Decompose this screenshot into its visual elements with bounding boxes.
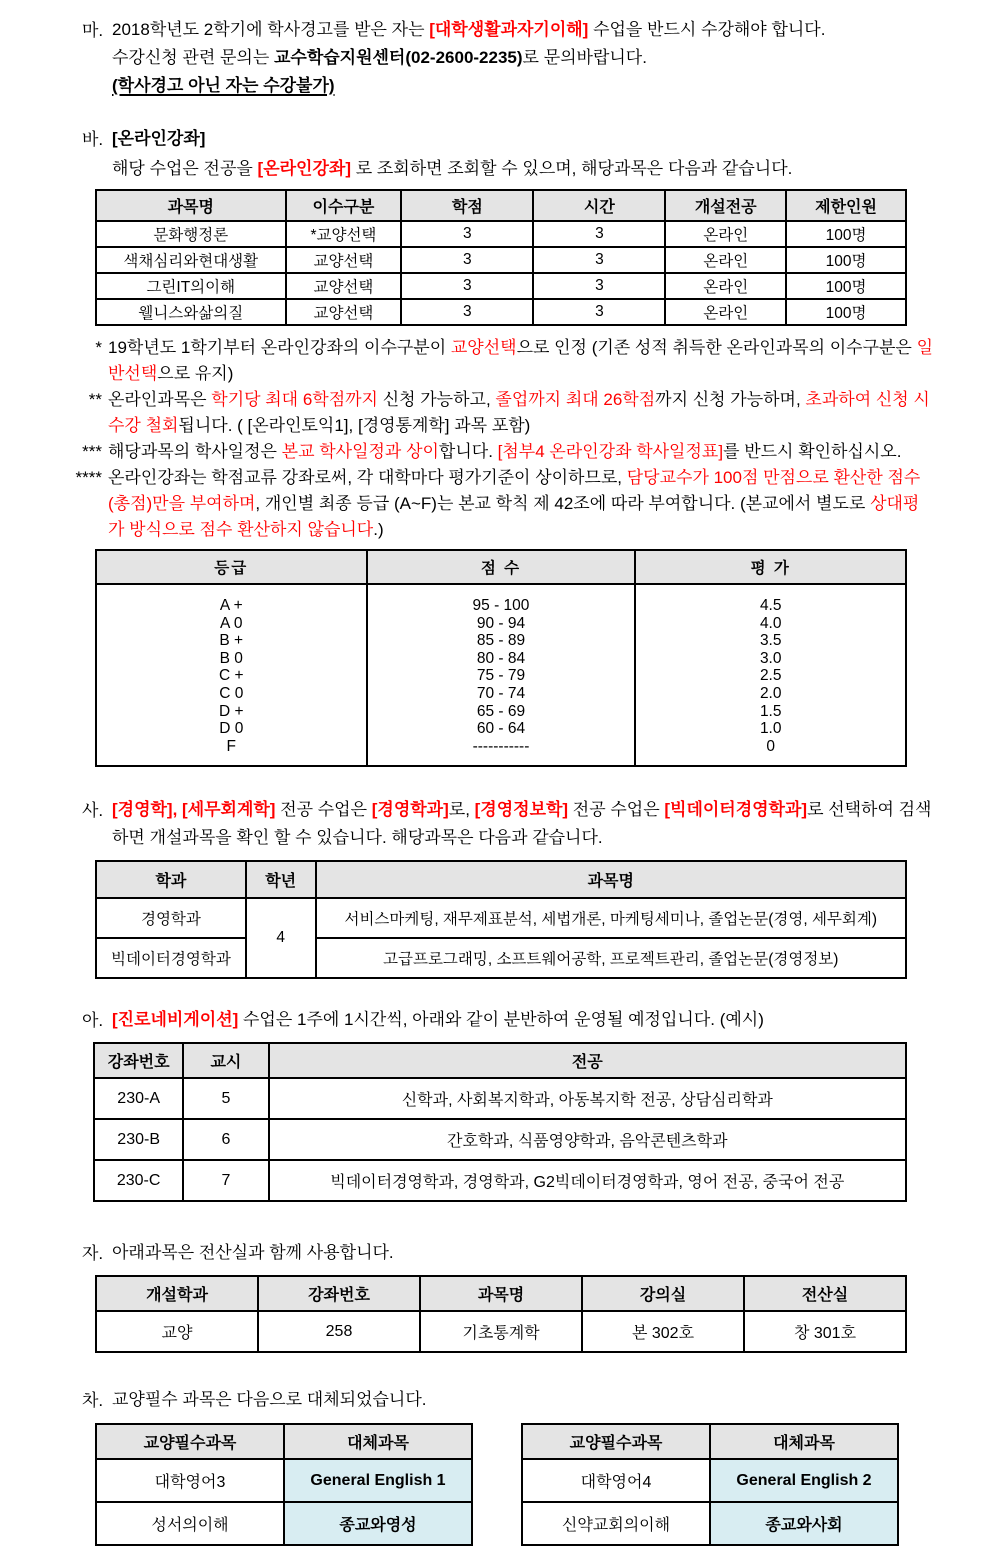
section-label: 마. bbox=[82, 21, 104, 40]
paragraph-line bbox=[112, 72, 934, 100]
table-cell: 4 bbox=[246, 898, 316, 978]
table-cell: 3.0 bbox=[635, 650, 906, 668]
table-cell: 고급프로그래밍, 소프트웨어공학, 프로젝트관리, 졸업논문(경영정보) bbox=[316, 938, 907, 978]
table-row bbox=[94, 1119, 906, 1160]
table-header-cell: 학점 bbox=[401, 190, 533, 221]
table-cell: 90 - 94 bbox=[367, 615, 636, 633]
footnote-marker: **** bbox=[75, 468, 102, 487]
section-label: 바. bbox=[82, 130, 104, 149]
table-cell: 0 bbox=[635, 738, 906, 767]
table-header-cell: 등급 bbox=[96, 550, 367, 584]
section-sa bbox=[82, 796, 934, 852]
table-row bbox=[96, 247, 906, 273]
replacement-table-1 bbox=[95, 1423, 473, 1546]
text-run: 로 문의바랍니다. bbox=[522, 48, 647, 67]
table-cell: General English 2 bbox=[710, 1459, 898, 1502]
table-cell: 종교와사회 bbox=[710, 1502, 898, 1545]
text-run: [빅데이터경영학과] bbox=[664, 800, 808, 820]
table-header-cell: 강의실 bbox=[582, 1276, 744, 1311]
major-courses-table bbox=[95, 860, 907, 979]
table-cell: 230-C bbox=[94, 1160, 183, 1201]
table-row bbox=[96, 667, 906, 685]
table-header-cell: 개설전공 bbox=[665, 190, 786, 221]
table-cell: 1.5 bbox=[635, 703, 906, 721]
table-cell: 5 bbox=[183, 1078, 268, 1119]
table-header-row bbox=[96, 550, 906, 584]
table-cell: 빅데이터경영학과 bbox=[96, 938, 246, 978]
text-run: 해당 수업은 전공을 bbox=[112, 159, 258, 178]
table-header-cell: 학과 bbox=[96, 861, 246, 898]
table-row bbox=[96, 221, 906, 247]
text-run: [첨부4 온라인강좌 학사일정표] bbox=[497, 442, 724, 461]
table-cell: 4.0 bbox=[635, 615, 906, 633]
table-cell: F bbox=[96, 738, 367, 767]
table-cell: 230-A bbox=[94, 1078, 183, 1119]
text-run: 온라인과목은 bbox=[108, 390, 212, 409]
text-run: 으로 인정 (기존 성적 취득한 온라인과목의 이수구분은 bbox=[516, 338, 917, 357]
paragraph-line bbox=[112, 1386, 934, 1414]
table-cell: B 0 bbox=[96, 650, 367, 668]
table-cell: 100명 bbox=[786, 273, 906, 299]
text-run: [경영학], [세무회계학] bbox=[112, 800, 276, 820]
text-run: [진로네비게이션] bbox=[112, 1010, 239, 1030]
table-cell: 95 - 100 bbox=[367, 584, 636, 615]
text-run: 수업을 반드시 수강해야 합니다. bbox=[588, 20, 826, 39]
replacement-tables-row bbox=[95, 1423, 934, 1546]
text-run: 온라인강좌는 학점교류 강좌로써, 각 대학마다 평가기준이 상이하므로, bbox=[108, 468, 627, 487]
table-row bbox=[96, 299, 906, 325]
table-header-cell: 교양필수과목 bbox=[522, 1424, 710, 1459]
table-cell: 간호학과, 식품영양학과, 음악콘텐츠학과 bbox=[269, 1119, 906, 1160]
paragraph-line bbox=[112, 796, 934, 852]
text-run: 로 선택하여 검색하면 개설과목을 확인 할 수 있습니다. 해당과목은 다음과 같습니다. bbox=[112, 800, 932, 848]
section-label: 차. bbox=[82, 1391, 104, 1411]
table-header-cell: 강좌번호 bbox=[258, 1276, 420, 1311]
footnote bbox=[56, 465, 934, 543]
table-header-cell: 과목명 bbox=[316, 861, 907, 898]
table-cell: 빅데이터경영학과, 경영학과, G2빅데이터경영학과, 영어 전공, 중국어 전공 bbox=[269, 1160, 906, 1201]
table-row bbox=[96, 898, 906, 938]
table-header-cell: 제한인원 bbox=[786, 190, 906, 221]
table-cell: 70 - 74 bbox=[367, 685, 636, 703]
table-cell: 문화행정론 bbox=[96, 221, 286, 247]
footnote-text bbox=[108, 387, 934, 439]
table-header-cell: 평 가 bbox=[635, 550, 906, 584]
table-header-row bbox=[96, 1276, 906, 1311]
text-run: 로 조회하면 조회할 수 있으며, 해당과목은 다음과 같습니다. bbox=[350, 159, 793, 178]
text-run: 2018학년도 2학기에 학사경고를 받은 자는 bbox=[112, 20, 430, 39]
table-cell: *교양선택 bbox=[286, 221, 402, 247]
table-row bbox=[96, 738, 906, 767]
table-cell: 75 - 79 bbox=[367, 667, 636, 685]
table-header-row bbox=[96, 1424, 472, 1459]
text-run: 를 반드시 확인하십시오. bbox=[723, 442, 902, 461]
table-header-cell: 학년 bbox=[246, 861, 316, 898]
text-run: [대학생활과자기이해] bbox=[429, 20, 589, 39]
table-cell: 3 bbox=[401, 273, 533, 299]
career-navigation-table bbox=[93, 1042, 907, 1202]
table-cell: 교양선택 bbox=[286, 299, 402, 325]
table-cell: 온라인 bbox=[665, 273, 786, 299]
table-cell: 7 bbox=[183, 1160, 268, 1201]
text-run: 졸업까지 최대 26학점 bbox=[495, 390, 656, 409]
paragraph-line bbox=[112, 1006, 934, 1034]
table-cell: 100명 bbox=[786, 247, 906, 273]
table-header-cell: 교시 bbox=[183, 1043, 268, 1078]
text-run: 전공 수업은 bbox=[275, 800, 372, 820]
table-header-cell: 강좌번호 bbox=[94, 1043, 183, 1078]
table-header-row bbox=[94, 1043, 906, 1078]
table-header-cell: 개설학과 bbox=[96, 1276, 258, 1311]
table-cell: 6 bbox=[183, 1119, 268, 1160]
text-run: [경영정보학] bbox=[474, 800, 569, 820]
table-header-cell: 시간 bbox=[533, 190, 665, 221]
table-cell: 경영학과 bbox=[96, 898, 246, 938]
table-row bbox=[94, 1078, 906, 1119]
table-header-cell: 전산실 bbox=[744, 1276, 906, 1311]
table-row bbox=[96, 1459, 472, 1502]
text-run: 교양필수 과목은 다음으로 대체되었습니다. bbox=[112, 1390, 427, 1410]
table-row bbox=[96, 938, 906, 978]
table-cell: 2.5 bbox=[635, 667, 906, 685]
table-row bbox=[522, 1502, 898, 1545]
table-cell: 258 bbox=[258, 1311, 420, 1352]
table-cell: 100명 bbox=[786, 299, 906, 325]
table-cell: 65 - 69 bbox=[367, 703, 636, 721]
table-cell: 성서의이해 bbox=[96, 1502, 284, 1545]
footnote-marker: ** bbox=[88, 390, 102, 409]
table-cell: D + bbox=[96, 703, 367, 721]
table-cell: 신약교회의이해 bbox=[522, 1502, 710, 1545]
text-run: 본교 학사일정과 상이 bbox=[281, 442, 439, 461]
section-label: 자. bbox=[82, 1244, 104, 1264]
table-cell: 대학영어4 bbox=[522, 1459, 710, 1502]
section-ja bbox=[82, 1239, 934, 1267]
table-cell: 교양선택 bbox=[286, 247, 402, 273]
table-header-cell: 대체과목 bbox=[284, 1424, 472, 1459]
table-cell: 그린IT의이해 bbox=[96, 273, 286, 299]
footnote bbox=[56, 335, 934, 387]
table-cell: 대학영어3 bbox=[96, 1459, 284, 1502]
footnotes bbox=[56, 335, 934, 543]
paragraph-line bbox=[112, 16, 934, 44]
table-cell: C + bbox=[96, 667, 367, 685]
table-row bbox=[96, 615, 906, 633]
section-label: 사. bbox=[82, 801, 104, 821]
section-title bbox=[112, 125, 934, 153]
table-cell: 온라인 bbox=[665, 299, 786, 325]
table-header-row bbox=[96, 861, 906, 898]
table-row bbox=[96, 650, 906, 668]
table-cell: B + bbox=[96, 632, 367, 650]
table-cell: ----------- bbox=[367, 738, 636, 767]
footnote-text bbox=[108, 439, 934, 465]
text-run: 일반선택 bbox=[108, 338, 934, 383]
text-run: 됩니다. ( [온라인토익1], [경영통계학] 과목 포함) bbox=[178, 416, 531, 435]
text-run: 으로 유지) bbox=[157, 364, 234, 383]
table-cell: A 0 bbox=[96, 615, 367, 633]
table-cell: 색채심리와현대생활 bbox=[96, 247, 286, 273]
table-cell: 3 bbox=[401, 299, 533, 325]
text-run: [온라인강좌] bbox=[257, 159, 351, 178]
footnote-text bbox=[108, 465, 934, 543]
table-cell: 4.5 bbox=[635, 584, 906, 615]
table-header-row bbox=[522, 1424, 898, 1459]
table-row bbox=[96, 685, 906, 703]
table-cell: 85 - 89 bbox=[367, 632, 636, 650]
table-cell: 3 bbox=[401, 247, 533, 273]
table-cell: 교양 bbox=[96, 1311, 258, 1352]
text-run: 아래과목은 전산실과 함께 사용합니다. bbox=[112, 1243, 394, 1263]
computer-lab-table bbox=[95, 1275, 907, 1353]
text-run: 까지 신청 가능하며, bbox=[655, 390, 806, 409]
text-run: 담당교수가 100점 만점으로 환산한 점수(총점)만을 부여하며 bbox=[108, 468, 921, 513]
replacement-table-2 bbox=[521, 1423, 899, 1546]
table-cell: 본 302호 bbox=[582, 1311, 744, 1352]
table-row bbox=[96, 1502, 472, 1545]
table-cell: 온라인 bbox=[665, 247, 786, 273]
table-header-cell: 교양필수과목 bbox=[96, 1424, 284, 1459]
text-run: 상대평가 방식으로 점수 환산하지 않습니다 bbox=[108, 494, 920, 539]
text-run: 신청 가능하고, bbox=[377, 390, 496, 409]
text-run: 초과하여 신청 시 수강 철회 bbox=[108, 390, 930, 435]
section-ah bbox=[82, 1006, 934, 1034]
paragraph-line bbox=[112, 44, 934, 72]
table-cell: 230-B bbox=[94, 1119, 183, 1160]
table-cell: 2.0 bbox=[635, 685, 906, 703]
table-cell: 80 - 84 bbox=[367, 650, 636, 668]
section-ma bbox=[82, 16, 934, 100]
table-cell: 서비스마케팅, 재무제표분석, 세법개론, 마케팅세미나, 졸업논문(경영, 세무회계) bbox=[316, 898, 907, 938]
text-run: 합니다. bbox=[438, 442, 498, 461]
footnote bbox=[56, 387, 934, 439]
text-run: 해당과목의 학사일정은 bbox=[108, 442, 282, 461]
table-cell: General English 1 bbox=[284, 1459, 472, 1502]
table-row bbox=[96, 273, 906, 299]
paragraph-line bbox=[112, 155, 934, 183]
table-cell: 1.0 bbox=[635, 720, 906, 738]
table-header-cell: 과목명 bbox=[96, 190, 286, 221]
text-run: 전공 수업은 bbox=[568, 800, 665, 820]
table-cell: 3 bbox=[533, 221, 665, 247]
table-cell: 신학과, 사회복지학과, 아동복지학 전공, 상담심리학과 bbox=[269, 1078, 906, 1119]
table-cell: 3 bbox=[533, 247, 665, 273]
paragraph-line bbox=[112, 1239, 934, 1267]
text-run: 교수학습지원센터(02-2600-2235) bbox=[273, 48, 523, 67]
text-run: 수강신청 관련 문의는 bbox=[112, 48, 274, 67]
table-cell: D 0 bbox=[96, 720, 367, 738]
table-cell: 교양선택 bbox=[286, 273, 402, 299]
table-row bbox=[96, 703, 906, 721]
table-cell: A + bbox=[96, 584, 367, 615]
text-run: 19학년도 1학기부터 온라인강좌의 이수구분이 bbox=[108, 338, 451, 357]
text-run: 학기당 최대 6학점까지 bbox=[211, 390, 378, 409]
table-cell: 3 bbox=[401, 221, 533, 247]
table-cell: 3.5 bbox=[635, 632, 906, 650]
table-cell: 3 bbox=[533, 299, 665, 325]
table-cell: 60 - 64 bbox=[367, 720, 636, 738]
text-run: (학사경고 아닌 자는 수강불가) bbox=[112, 76, 335, 95]
text-run: 수업은 1주에 1시간씩, 아래와 같이 분반하여 운영될 예정입니다. (예시) bbox=[238, 1010, 764, 1030]
footnote bbox=[56, 439, 934, 465]
table-header-cell: 점 수 bbox=[367, 550, 636, 584]
table-cell: 100명 bbox=[786, 221, 906, 247]
table-row bbox=[96, 720, 906, 738]
section-ba bbox=[82, 125, 934, 183]
table-row bbox=[96, 632, 906, 650]
table-cell: 웰니스와삶의질 bbox=[96, 299, 286, 325]
online-courses-table bbox=[95, 189, 907, 326]
text-run: .) bbox=[373, 520, 384, 539]
grade-scale-table bbox=[95, 549, 907, 767]
table-header-cell: 전공 bbox=[269, 1043, 906, 1078]
text-run: [온라인강좌] bbox=[112, 129, 206, 148]
text-run: [경영학과] bbox=[371, 800, 449, 820]
table-header-cell: 과목명 bbox=[420, 1276, 582, 1311]
table-cell: 종교와영성 bbox=[284, 1502, 472, 1545]
table-header-row bbox=[96, 190, 906, 221]
footnote-marker: * bbox=[95, 338, 102, 357]
table-cell: 기초통계학 bbox=[420, 1311, 582, 1352]
text-run: , 개인별 최종 등급 (A~F)는 본교 학칙 제 42조에 따라 부여합니다. (본교에서 별도로 bbox=[255, 494, 871, 513]
text-run: 교양선택 bbox=[450, 338, 517, 357]
table-row bbox=[96, 1311, 906, 1352]
footnote-marker: *** bbox=[82, 442, 102, 461]
section-label: 아. bbox=[82, 1011, 104, 1031]
table-row bbox=[94, 1160, 906, 1201]
table-header-cell: 대체과목 bbox=[710, 1424, 898, 1459]
text-run: 로, bbox=[448, 800, 475, 820]
table-cell: C 0 bbox=[96, 685, 367, 703]
footnote-text bbox=[108, 335, 934, 387]
table-header-cell: 이수구분 bbox=[286, 190, 402, 221]
table-cell: 창 301호 bbox=[744, 1311, 906, 1352]
table-cell: 3 bbox=[533, 273, 665, 299]
table-row bbox=[522, 1459, 898, 1502]
section-cha bbox=[82, 1386, 934, 1414]
table-row bbox=[96, 584, 906, 615]
table-cell: 온라인 bbox=[665, 221, 786, 247]
